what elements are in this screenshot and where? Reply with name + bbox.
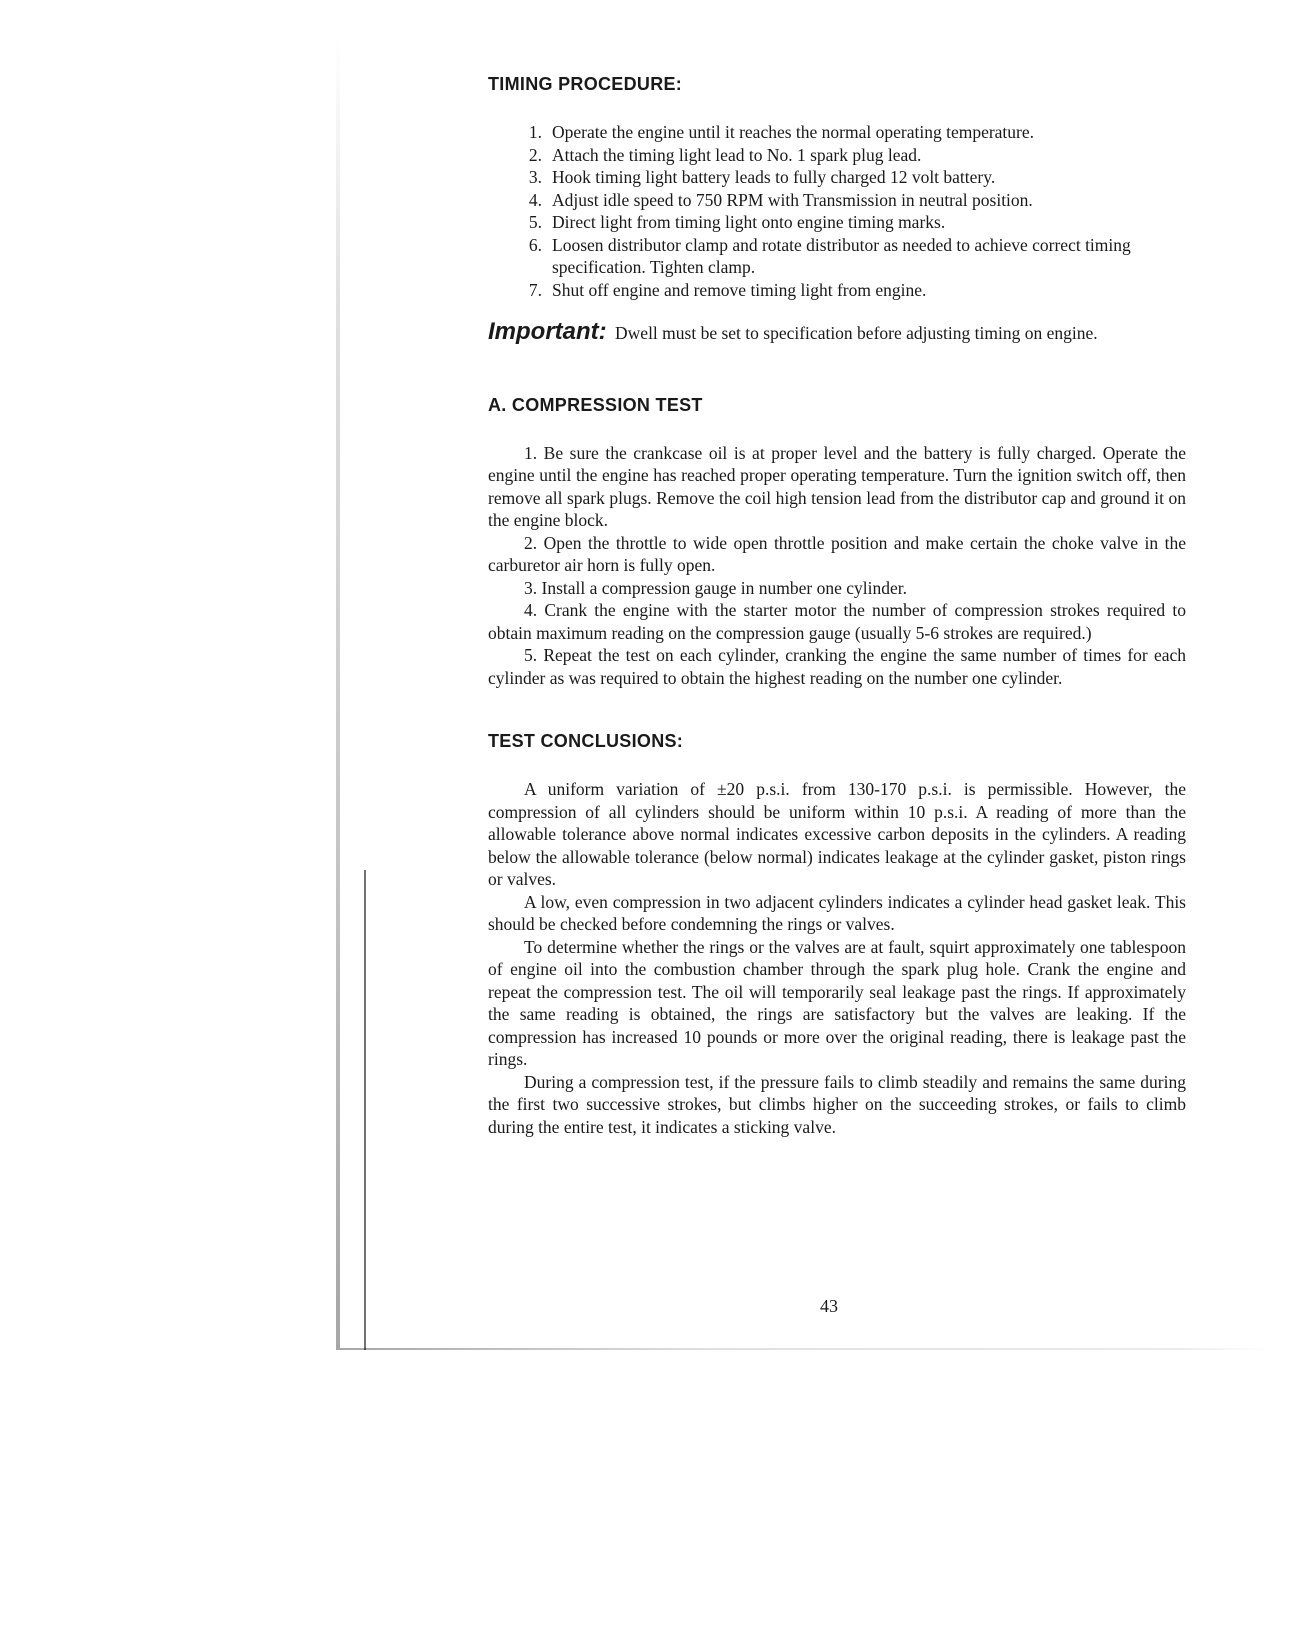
compression-test-section — [488, 395, 1186, 690]
compression-test-heading: A. COMPRESSION TEST — [488, 394, 703, 415]
paragraph: To determine whether the rings or the valves are at fault, squirt approximately one tablespoon of engine oil into the combustion chamber through the spark plug hole. Crank the engine and repeat the compression test. The oil will temporarily seal leakage past the rings. If approximately the same reading is obtained, the rings are satisfactory but the valves are leaking. If the compression has increased 10 pounds or more over the original reading, there is leakage past the rings. — [488, 936, 1186, 1069]
list-item: 7. Shut off engine and remove timing light from engine. — [528, 279, 927, 300]
compression-test-body — [488, 442, 1186, 690]
page-number: 43 — [820, 1296, 838, 1316]
important-note — [488, 318, 1186, 345]
list-item: 1. Operate the engine until it reaches the normal operating temperature. — [528, 122, 1035, 142]
paragraph: 3. Install a compression gauge in number one cylinder. — [524, 577, 907, 598]
paragraph: A uniform variation of ±20 p.s.i. from 130-170 p.s.i. is permissible. However, the compression of all cylinders should be uniform within 10 p.s.i. A reading of more than the allowable tolerance above normal indicates excessive carbon deposits in the cylinders. A reading below the allowable tolerance (below normal) indicates leakage at the cylinder gasket, piston rings or valves. — [488, 779, 1186, 889]
test-conclusions-heading: TEST CONCLUSIONS: — [488, 731, 684, 751]
binding-line — [364, 870, 366, 1350]
paragraph: 5. Repeat the test on each cylinder, cranking the engine the same number of times for each cylinder as was required to obtain the highest reading on the number one cylinder. — [488, 645, 1186, 688]
list-item: 6. Loosen distributor clamp and rotate distributor as needed to achieve correct timing specification. Tighten clamp. — [528, 234, 1131, 277]
paragraph: 4. Crank the engine with the starter motor the number of compression strokes required to obtain maximum reading on the compression gauge (usually 5-6 strokes are required.) — [488, 600, 1186, 643]
test-conclusions-body — [488, 778, 1186, 1138]
document-body — [488, 74, 1186, 1138]
list-item: 3. Hook timing light battery leads to fully charged 12 volt battery. — [528, 167, 996, 187]
paragraph: During a compression test, if the pressure fails to climb steadily and remains the same during the first two successive strokes, but climbs higher on the succeeding strokes, or fails to climb during the entire test, it indicates a sticking valve. — [488, 1071, 1186, 1137]
paragraph: 1. Be sure the crankcase oil is at proper level and the battery is fully charged. Operate the engine until the engine has reached proper operating temperature. Turn the ignition switch off, then remove all spark plugs. Remove the coil high tension lead from the distributor cap and ground it on the engine block. — [488, 442, 1186, 530]
important-label: Important: — [488, 318, 607, 345]
list-item: 5. Direct light from timing light onto engine timing marks. — [528, 212, 946, 232]
timing-steps-list — [488, 121, 1186, 301]
paragraph: A low, even compression in two adjacent cylinders indicates a cylinder head gasket leak. This should be checked before condemning the rings or valves. — [488, 891, 1186, 934]
list-item: 2. Attach the timing light lead to No. 1 spark plug lead. — [528, 144, 922, 165]
timing-procedure-heading: TIMING PROCEDURE: — [488, 74, 683, 94]
important-text: Dwell must be set to specification before adjusting timing on engine. — [615, 323, 1098, 343]
page-bottom-edge — [340, 1348, 1270, 1350]
paragraph: 2. Open the throttle to wide open throttle position and make certain the choke valve in the carburetor air horn is fully open. — [488, 532, 1186, 575]
binding-shadow — [336, 40, 340, 1350]
test-conclusions-section — [488, 731, 1186, 1138]
list-item: 4. Adjust idle speed to 750 RPM with Transmission in neutral position. — [528, 189, 1033, 210]
